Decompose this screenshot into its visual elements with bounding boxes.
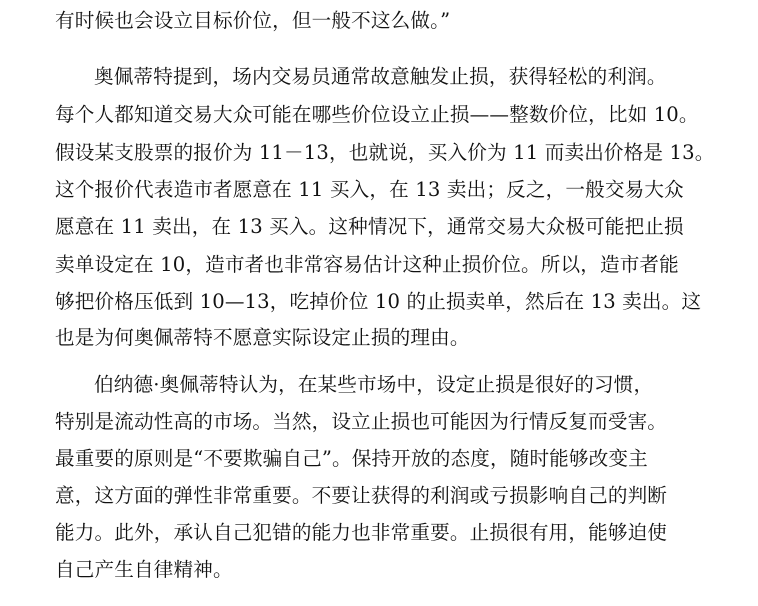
paragraph-2-line-2: 特别是流动性高的市场。当然，设立止损也可能因为行情反复而受害。 [55,410,668,433]
paragraph-2-line-3: 最重要的原则是“不要欺骗自己”。保持开放的态度，随时能够改变主 [55,447,648,470]
paragraph-1-line-1: 奥佩蒂特提到，场内交易员通常故意触发止损，获得轻松的利润。 [94,65,667,88]
paragraph-1-line-2: 每个人都知道交易大众可能在哪些价位设立止损——整数价位，比如 10。 [55,103,699,126]
paragraph-2-line-6: 自己产生自律精神。 [55,558,233,581]
paragraph-1-line-7: 够把价格压低到 10—13，吃掉价位 10 的止损卖单，然后在 13 卖出。这 [55,290,702,313]
paragraph-1-line-3: 假设某支股票的报价为 11－13，也就说，买入价为 11 而卖出价格是 13。 [55,141,715,164]
paragraph-2-line-5: 能力。此外，承认自己犯错的能力也非常重要。止损很有用，能够迫使 [55,521,668,544]
paragraph-1-line-4: 这个报价代表造市者愿意在 11 买入，在 13 卖出；反之，一般交易大众 [55,178,684,201]
paragraph-1-line-5: 愿意在 11 卖出，在 13 买入。这种情况下，通常交易大众极可能把止损 [55,215,684,238]
paragraph-2-line-4: 意，这方面的弹性非常重要。不要让获得的利润或亏损影响自己的判断 [55,484,668,507]
paragraph-1-line-8: 也是为何奥佩蒂特不愿意实际设定止损的理由。 [55,326,470,349]
paragraph-2-line-1: 伯纳德·奥佩蒂特认为，在某些市场中，设定止损是很好的习惯， [94,373,654,396]
text-line-continuation: 有时候也会设立目标价位，但一般不这么做。” [55,9,451,32]
paragraph-1-line-6: 卖单设定在 10，造市者也非常容易估计这种止损价位。所以，造市者能 [55,253,679,276]
